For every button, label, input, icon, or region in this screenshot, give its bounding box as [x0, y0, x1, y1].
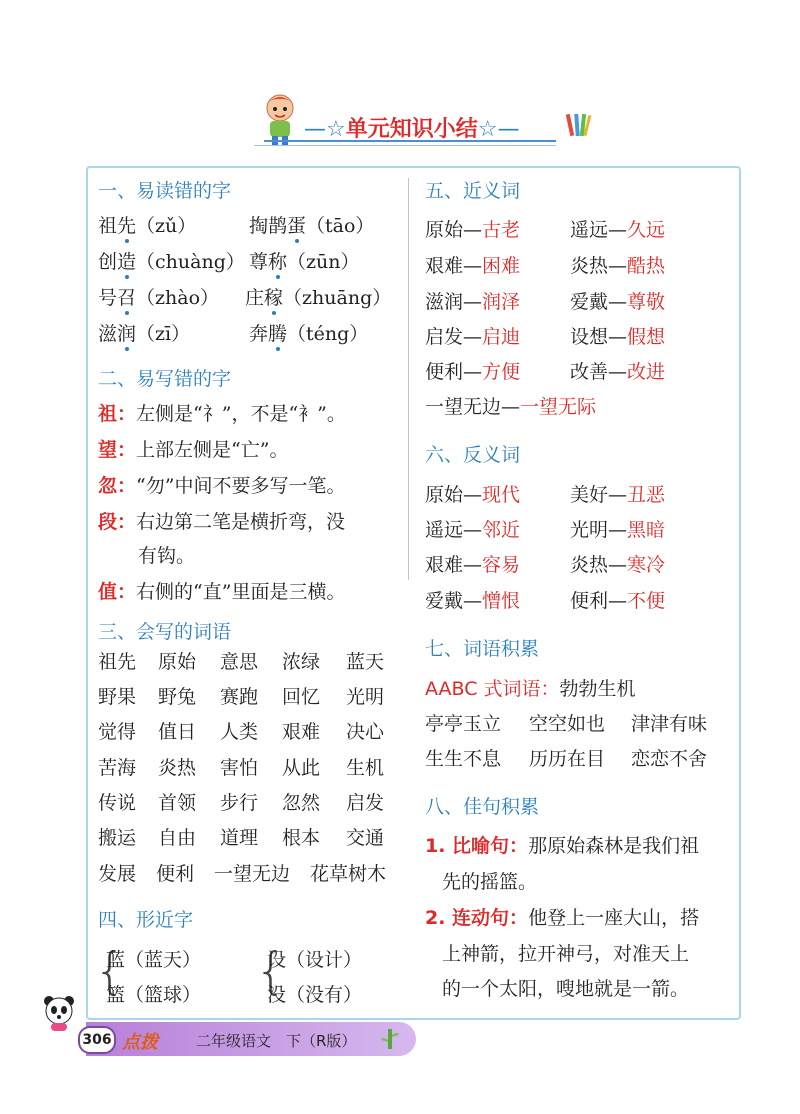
- antonym-pair: 原始—现代: [425, 484, 521, 506]
- section4-heading: 四、形近字: [98, 909, 194, 931]
- synonym-pair: 改善—改进: [570, 361, 666, 383]
- section8-heading: 八、佳句积累: [425, 796, 540, 818]
- word: 人类: [220, 721, 259, 743]
- word: 花草树木: [310, 863, 387, 885]
- section1-heading: 一、易读错的字: [98, 180, 232, 202]
- word: 从此: [282, 757, 321, 779]
- s2-item: 忽：“勿”中间不要多写一笔。: [98, 475, 346, 497]
- word: 炎热: [158, 757, 197, 779]
- word: 启发: [346, 792, 385, 814]
- word: 忽然: [282, 792, 321, 814]
- pencils-icon: [566, 112, 592, 140]
- s1-item: 滋润（zī）: [98, 323, 191, 345]
- word: 一望无边: [214, 863, 291, 885]
- title-star-right: ☆—: [477, 117, 520, 142]
- idiom: 历历在目: [529, 748, 606, 770]
- synonym-pair: 艰难—困难: [425, 255, 521, 277]
- panda-icon: [42, 994, 76, 1032]
- idiom: 津津有味: [631, 713, 708, 735]
- idiom: 恋恋不舍: [631, 748, 708, 770]
- section6-heading: 六、反义词: [425, 444, 521, 466]
- word: 步行: [220, 792, 259, 814]
- word: 回忆: [282, 686, 321, 708]
- similar-char: 设（设计）: [267, 949, 363, 971]
- footer-brand: 点拨: [122, 1032, 158, 1053]
- synonym-pair: 原始—古老: [425, 219, 521, 241]
- word: 原始: [158, 651, 197, 673]
- synonym-pair: 炎热—酷热: [570, 255, 666, 277]
- sentence-item: 2. 连动句：他登上一座大山，搭: [425, 907, 700, 929]
- word: 害怕: [220, 757, 259, 779]
- word: 光明: [346, 686, 385, 708]
- aabc-line: AABC 式词语：勃勃生机: [425, 678, 636, 700]
- word: 生机: [346, 757, 385, 779]
- similar-char: 篮（篮球）: [106, 984, 202, 1006]
- antonym-pair: 爱戴—憎恨: [425, 590, 521, 612]
- word: 野果: [98, 686, 137, 708]
- sentence-cont: 上神箭，拉开神弓，对准天上: [442, 943, 690, 965]
- word: 蓝天: [346, 651, 385, 673]
- page-title: [304, 112, 519, 143]
- sentence-cont: 先的摇篮。: [442, 871, 538, 893]
- page-title-text: 单元知识小结: [345, 117, 478, 142]
- word: 觉得: [98, 721, 137, 743]
- word: 赛跑: [220, 686, 259, 708]
- brace-left-2: {: [255, 942, 287, 1000]
- s2-item: 望：上部左侧是“亡”。: [98, 439, 289, 461]
- column-divider: [408, 178, 409, 580]
- page-number: 306: [78, 1026, 116, 1054]
- sentence-item: 1. 比喻句：那原始森林是我们祖: [425, 835, 700, 857]
- s1-item: 尊称（zūn）: [249, 251, 360, 273]
- synonym-pair: 滋润—润泽: [425, 291, 521, 313]
- antonym-pair: 炎热—寒冷: [570, 554, 666, 576]
- word: 值日: [158, 721, 197, 743]
- word: 首领: [158, 792, 197, 814]
- s1-item: 掏鹊蛋（tāo）: [249, 215, 375, 237]
- s1-item: 奔腾（téng）: [249, 323, 369, 345]
- word: 浓绿: [282, 651, 321, 673]
- idiom: 空空如也: [529, 713, 606, 735]
- section5-heading: 五、近义词: [425, 180, 521, 202]
- idiom: 亭亭玉立: [425, 713, 502, 735]
- similar-char: 蓝（蓝天）: [106, 949, 202, 971]
- footer-book-title: 二年级语文 下（R版）: [196, 1032, 357, 1050]
- s1-item: 号召（zhào）: [98, 287, 220, 309]
- s2-item: 段：右边第二笔是横折弯，没: [98, 511, 346, 533]
- idiom: 生生不息: [425, 748, 502, 770]
- bamboo-icon: [380, 1027, 400, 1051]
- word: 祖先: [98, 651, 137, 673]
- section2-heading: 二、易写错的字: [98, 368, 232, 390]
- word: 交通: [346, 827, 385, 849]
- word: 发展: [98, 863, 137, 885]
- word: 根本: [282, 827, 321, 849]
- word: 苦海: [98, 757, 137, 779]
- synonym-pair: 便利—方便: [425, 361, 521, 383]
- synonym-pair: 一望无边—一望无际: [425, 396, 597, 418]
- s1-item: 创造（chuàng）: [98, 251, 245, 273]
- section-title-bar: [244, 110, 596, 150]
- synonym-pair: 设想—假想: [570, 326, 666, 348]
- word: 道理: [220, 827, 259, 849]
- section3-heading: 三、会写的词语: [98, 621, 232, 643]
- synonym-pair: 启发—启迪: [425, 326, 521, 348]
- brace-left-1: {: [94, 942, 126, 1000]
- s2-item: 祖：左侧是“礻”，不是“衤”。: [98, 403, 346, 425]
- s2-item: 值：右侧的“直”里面是三横。: [98, 581, 346, 603]
- s1-item: 庄稼（zhuāng）: [245, 287, 392, 309]
- word: 传说: [98, 792, 137, 814]
- antonym-pair: 便利—不便: [570, 590, 666, 612]
- antonym-pair: 光明—黑暗: [570, 519, 666, 541]
- s2-item-cont: 有钩。: [138, 545, 196, 567]
- word: 意思: [220, 651, 259, 673]
- antonym-pair: 美好—丑恶: [570, 484, 666, 506]
- word: 便利: [156, 863, 195, 885]
- antonym-pair: 遥远—邻近: [425, 519, 521, 541]
- sentence-cont: 的一个太阳，嗖地就是一箭。: [442, 978, 690, 1000]
- antonym-pair: 艰难—容易: [425, 554, 521, 576]
- word: 艰难: [282, 721, 321, 743]
- word: 野兔: [158, 686, 197, 708]
- word: 自由: [158, 827, 197, 849]
- word: 搬运: [98, 827, 137, 849]
- synonym-pair: 爱戴—尊敬: [570, 291, 666, 313]
- similar-char: 没（没有）: [267, 984, 363, 1006]
- title-star-left: —☆: [304, 117, 346, 142]
- s1-item: 祖先（zǔ）: [98, 215, 197, 237]
- synonym-pair: 遥远—久远: [570, 219, 666, 241]
- section7-heading: 七、词语积累: [425, 638, 540, 660]
- word: 决心: [346, 721, 385, 743]
